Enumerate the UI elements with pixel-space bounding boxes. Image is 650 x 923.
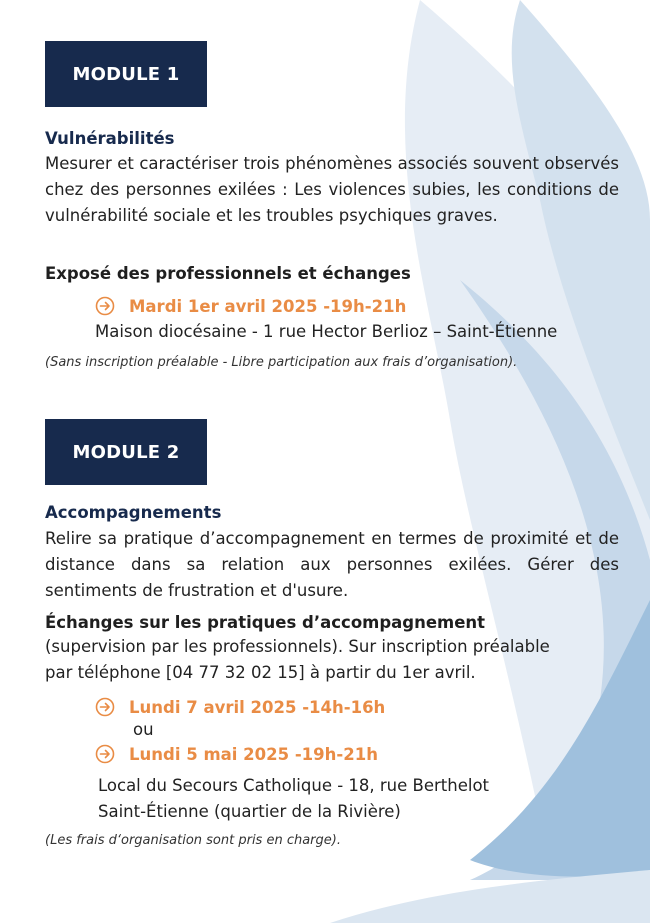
circled-arrow-right-icon (95, 697, 115, 717)
module2-or: ou (133, 720, 154, 739)
module1-note: (Sans inscription préalable - Libre participation aux frais d’organisation). (45, 355, 518, 370)
module2-badge: MODULE 2 (45, 419, 207, 485)
module1-subtitle: Exposé des professionnels et échanges (45, 264, 411, 283)
module2-date2-line (95, 744, 378, 764)
module2-description: Relire sa pratique d’accompagnement en termes de proximité et de distance dans sa relation aux personnes exilées. Gérer des sentiments de frustration et d'usure. (45, 529, 619, 600)
module2-location-line2: Saint-Étienne (quartier de la Rivière) (98, 802, 401, 821)
module1-date-line (95, 296, 406, 316)
module2-subtitle: Échanges sur les pratiques d’accompagnement (45, 613, 486, 632)
module2-registration-line2: par téléphone [04 77 32 02 15] à partir du 1er avril. (45, 663, 476, 682)
module2-date1: Lundi 7 avril 2025 -14h-16h (129, 697, 386, 717)
module2-date1-line (95, 697, 385, 717)
module2-location-line1: Local du Secours Catholique - 18, rue Berthelot (98, 776, 490, 795)
module2-title: Accompagnements (45, 503, 222, 522)
module2-note: (Les frais d‘organisation sont pris en charge). (45, 833, 341, 848)
module1-location: Maison diocésaine - 1 rue Hector Berlioz – Saint-Étienne (95, 322, 558, 341)
circled-arrow-right-icon (95, 296, 115, 316)
module1-title: Vulnérabilités (45, 129, 175, 148)
module1-badge: MODULE 1 (45, 41, 207, 107)
module1-date: Mardi 1er avril 2025 -19h-21h (129, 296, 407, 316)
module2-registration-line1: (supervision par les professionnels). Sur inscription préalable (45, 637, 550, 656)
circled-arrow-right-icon (95, 744, 115, 764)
module2-date2: Lundi 5 mai 2025 -19h-21h (129, 744, 378, 764)
module1-description: Mesurer et caractériser trois phénomènes associés souvent observés chez des personnes exilées : Les violences subies, les conditions de vulnérabilité sociale et les troubles psychiques graves. (45, 154, 619, 225)
